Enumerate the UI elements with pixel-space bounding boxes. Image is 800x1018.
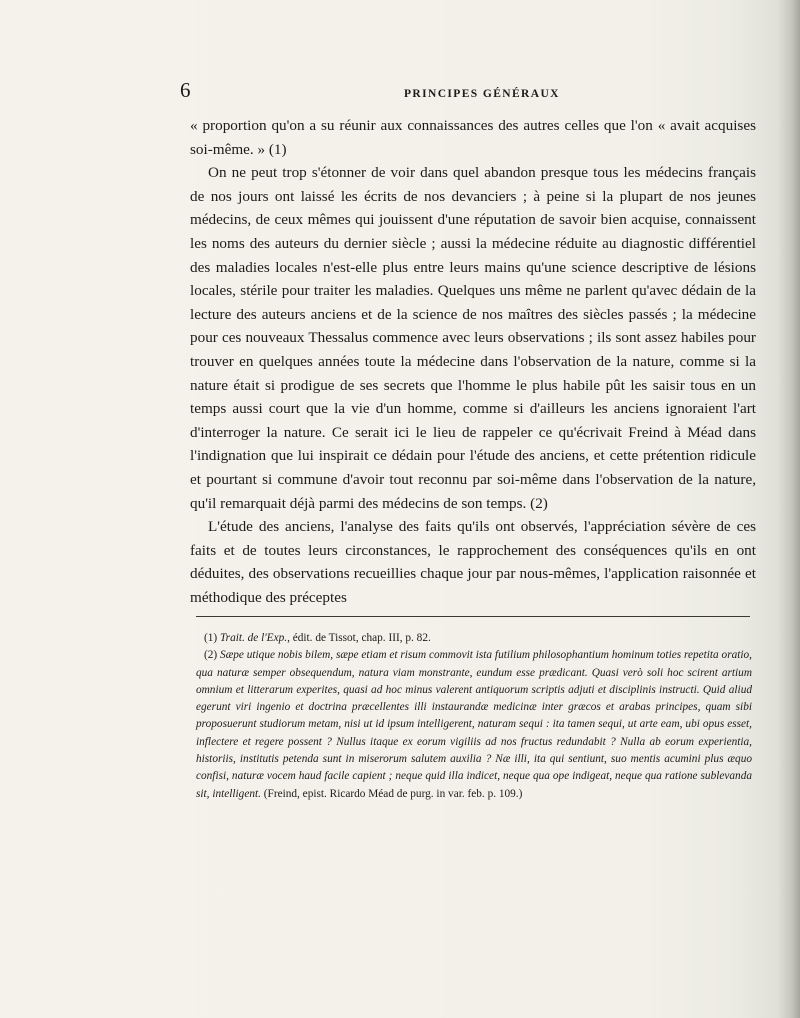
paragraph-1: « proportion qu'on a su réunir aux connaissances des autres celles que l'on « avait acquises soi-même. » (1) — [190, 117, 756, 158]
footnote-2-source: (Freind, epist. Ricardo Méad de purg. in var. feb. p. 109.) — [260, 787, 523, 800]
footnote-2-number: (2) — [204, 649, 218, 662]
paragraph-3: L'étude des anciens, l'analyse des faits qu'ils ont observés, l'appréciation sévère de ces faits et de toutes leurs circonstances, le rapprochement des conséquences qu'ils en ont déduites, des observations recueillies chaque jour par nous-mêmes, l'application raisonnée et méthodique des préceptes — [190, 518, 756, 606]
footnote-1-number: (1) — [204, 632, 218, 644]
footnote-1 — [196, 630, 752, 647]
footnote-2 — [196, 647, 752, 803]
running-head: PRINCIPES GÉNÉRAUX — [404, 88, 560, 100]
paragraph-2: On ne peut trop s'étonner de voir dans quel abandon presque tous les médecins français de nos jours ont laissé les écrits de nos devanciers ; à peine si la plupart de nos jeunes médecins, de ceux mêmes qui jouissent d'une réputation de savoir bien acquise, connaissent les noms des auteurs du dernier siècle ; aussi la médecine réduite au diagnostic différentiel des maladies locales n'est-elle plus entre leurs mains qu'une science descriptive de lésions locales, stérile pour traiter les maladies. Quelques uns même ne parlent qu'avec dédain de la lecture des auteurs anciens et de la science de nos maîtres des siècles passés ; la médecine pour ces nouveaux Thessalus commence avec leurs observations ; ils sont assez habiles pour trouver en quelques années toute la médecine dans l'observation de la nature, comme si la nature était si prodigue de ses secrets que l'homme le plus habile pût les saisir tous en un temps aussi court que la vie d'un homme, comme si d'ailleurs les anciens ignoraient l'art d'interroger la nature. Ce serait ici le lieu de rappeler ce qu'écrivait Freind à Méad dans l'indignation que lui inspirait ce dédain pour l'étude des anciens, et cette prétention ridicule et pourtant si commune d'avoir tout reconnu par soi-même dans l'observation de la nature, qu'il remarquait déjà parmi des médecins de son temps. (2) — [190, 164, 756, 512]
main-text — [190, 114, 756, 609]
footnote-2-latin-quote: Sæpe utique nobis bilem, sæpe etiam et risum commovit ista futilium philosophantium hominum toties repetita oratio, qua naturæ semper obsequendum, natura viam monstrante, eundum esse prædicant. Quasi verò soli hoc scirent artium omnium et litterarum experites, quasi ad hoc minus valerent antiquorum scriptis adjuti et disciplinis instructi. Quid aliud egerunt viri ingenio et doctrina præcellentes illi instaurandæ medicinæ inter græcos et arabas principes, quam sibi proposuerunt studiorum metam, nisi ut id ipsum intelligerent, naturam sequi : ita tamen sequi, ut arte eam, ubi opus esset, inflectere et regere possent ? Nullus itaque ex eorum vigiliis ad nos fructus redundabit ? Nulla ab eorum experientia, historiis, institutis petenda sunt in miserorum salutem auxilia ? Næ illi, ita qui sentiunt, suo mentis acumini plus æquo confisi, naturæ vocem haud facile capient ; neque quid illa indicet, neque qua ope indigeat, neque qua ratione sublevanda sit, intelligent. — [196, 649, 752, 800]
footnotes — [196, 630, 752, 803]
footnote-divider — [196, 616, 750, 617]
page-number: 6 — [180, 78, 191, 102]
footnote-1-title: Trait. de l'Exp. — [220, 632, 288, 644]
footnote-1-citation: , édit. de Tissot, chap. III, p. 82. — [287, 632, 431, 644]
page-edge-shadow — [778, 0, 800, 1018]
page-header — [180, 78, 740, 106]
